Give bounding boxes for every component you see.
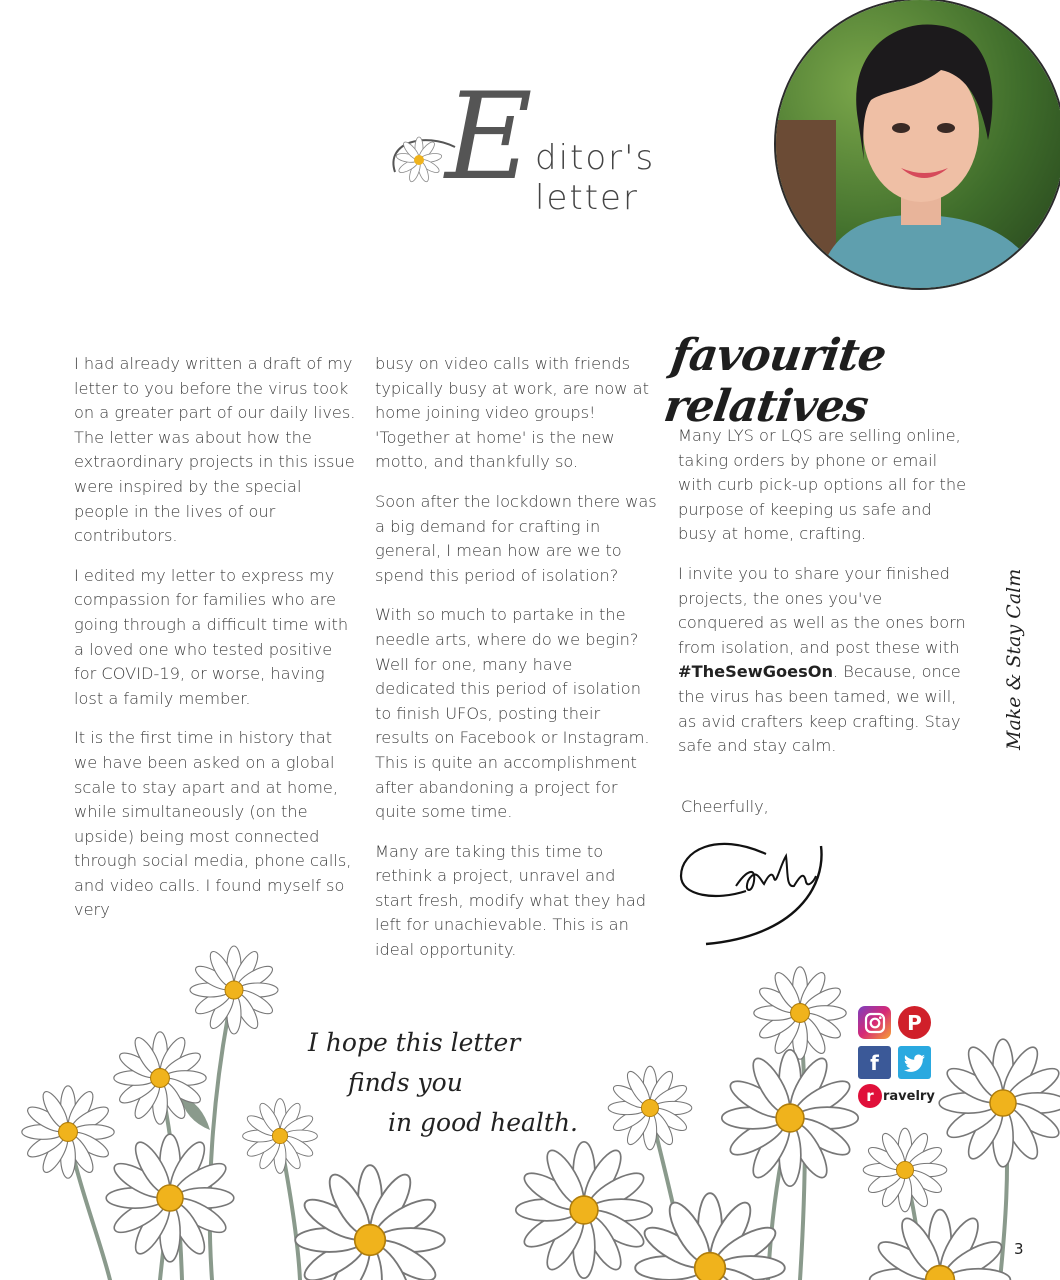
paragraph-text: . Because, once the virus has been tamed, we will, as avid crafters keep crafting. Stay safe and stay calm. [678,662,961,756]
editor-portrait [774,0,1060,290]
editors-letter-title [385,68,770,218]
paragraph: I edited my letter to express my compassion for families who are going through a difficult time with a loved one who tested positive for COVID-19, or worse, having lost a family member. [74,565,349,708]
letter-column-3 [678,424,968,774]
instagram-icon[interactable] [858,1006,891,1039]
signature [676,826,836,951]
paragraph [678,562,968,759]
page-number: 3 [1014,1240,1024,1258]
paragraph: Soon after the lockdown there was a big demand for crafting in general, I mean how are we to spend this period of isolation? [375,491,657,585]
paragraph: It is the first time in history that we have been asked on a global scale to stay apart and at home, while simultaneously (on the upside) being most connected through social media, phone calls, and video calls. I found myself so very [74,728,352,920]
letter-column-2 [375,352,657,978]
twitter-icon[interactable] [898,1046,931,1079]
title-initial: E [445,68,533,207]
closing-text: Cheerfully, [681,797,769,816]
paragraph: busy on video calls with friends typically busy at work, are now at home joining video groups! 'Together at home' is the new motto, and thankfully so. [375,354,649,472]
paragraph: I had already written a draft of my letter to you before the virus took on a greater part of our daily lives. The letter was about how the extraordinary projects in this issue were inspired by the special people in the lives of our contributors. [74,354,356,546]
paragraph: Many are taking this time to rethink a project, unravel and start fresh, modify what they had left for unachievable. This is an ideal opportunity. [375,841,647,960]
facebook-icon[interactable]: f [858,1046,891,1079]
hope-line-2: finds you [348,1068,463,1097]
hope-line-1: I hope this letter [308,1028,521,1057]
favourite-relatives-heading: favourite relatives [660,330,889,432]
paragraph-text: I invite you to share your finished projects, the ones you've conquered as well as the ones born from isolation, and post these with [678,563,966,657]
ravelry-label: ravelry [883,1088,935,1104]
hashtag: #TheSewGoesOn [678,662,834,682]
title-text: ditor's letter [535,138,656,218]
pinterest-icon[interactable]: P [898,1006,931,1039]
side-tagline: Make & Stay Calm [1003,568,1025,750]
paragraph: Many LYS or LQS are selling online, taking orders by phone or email with curb pick-up options all for the purpose of keeping us safe and busy at home, crafting. [678,426,967,544]
ravelry-link[interactable] [858,1084,935,1108]
paragraph: With so much to partake in the needle arts, where do we begin? Well for one, many have dedicated this period of isolation to finish UFOs, posting their results on Facebook or Instagram. This is quite an accomplishment after abandoning a project for quite some time. [375,605,650,822]
letter-column-1 [74,352,358,938]
ravelry-icon: r [858,1084,882,1108]
hope-line-3: in good health. [388,1108,578,1137]
